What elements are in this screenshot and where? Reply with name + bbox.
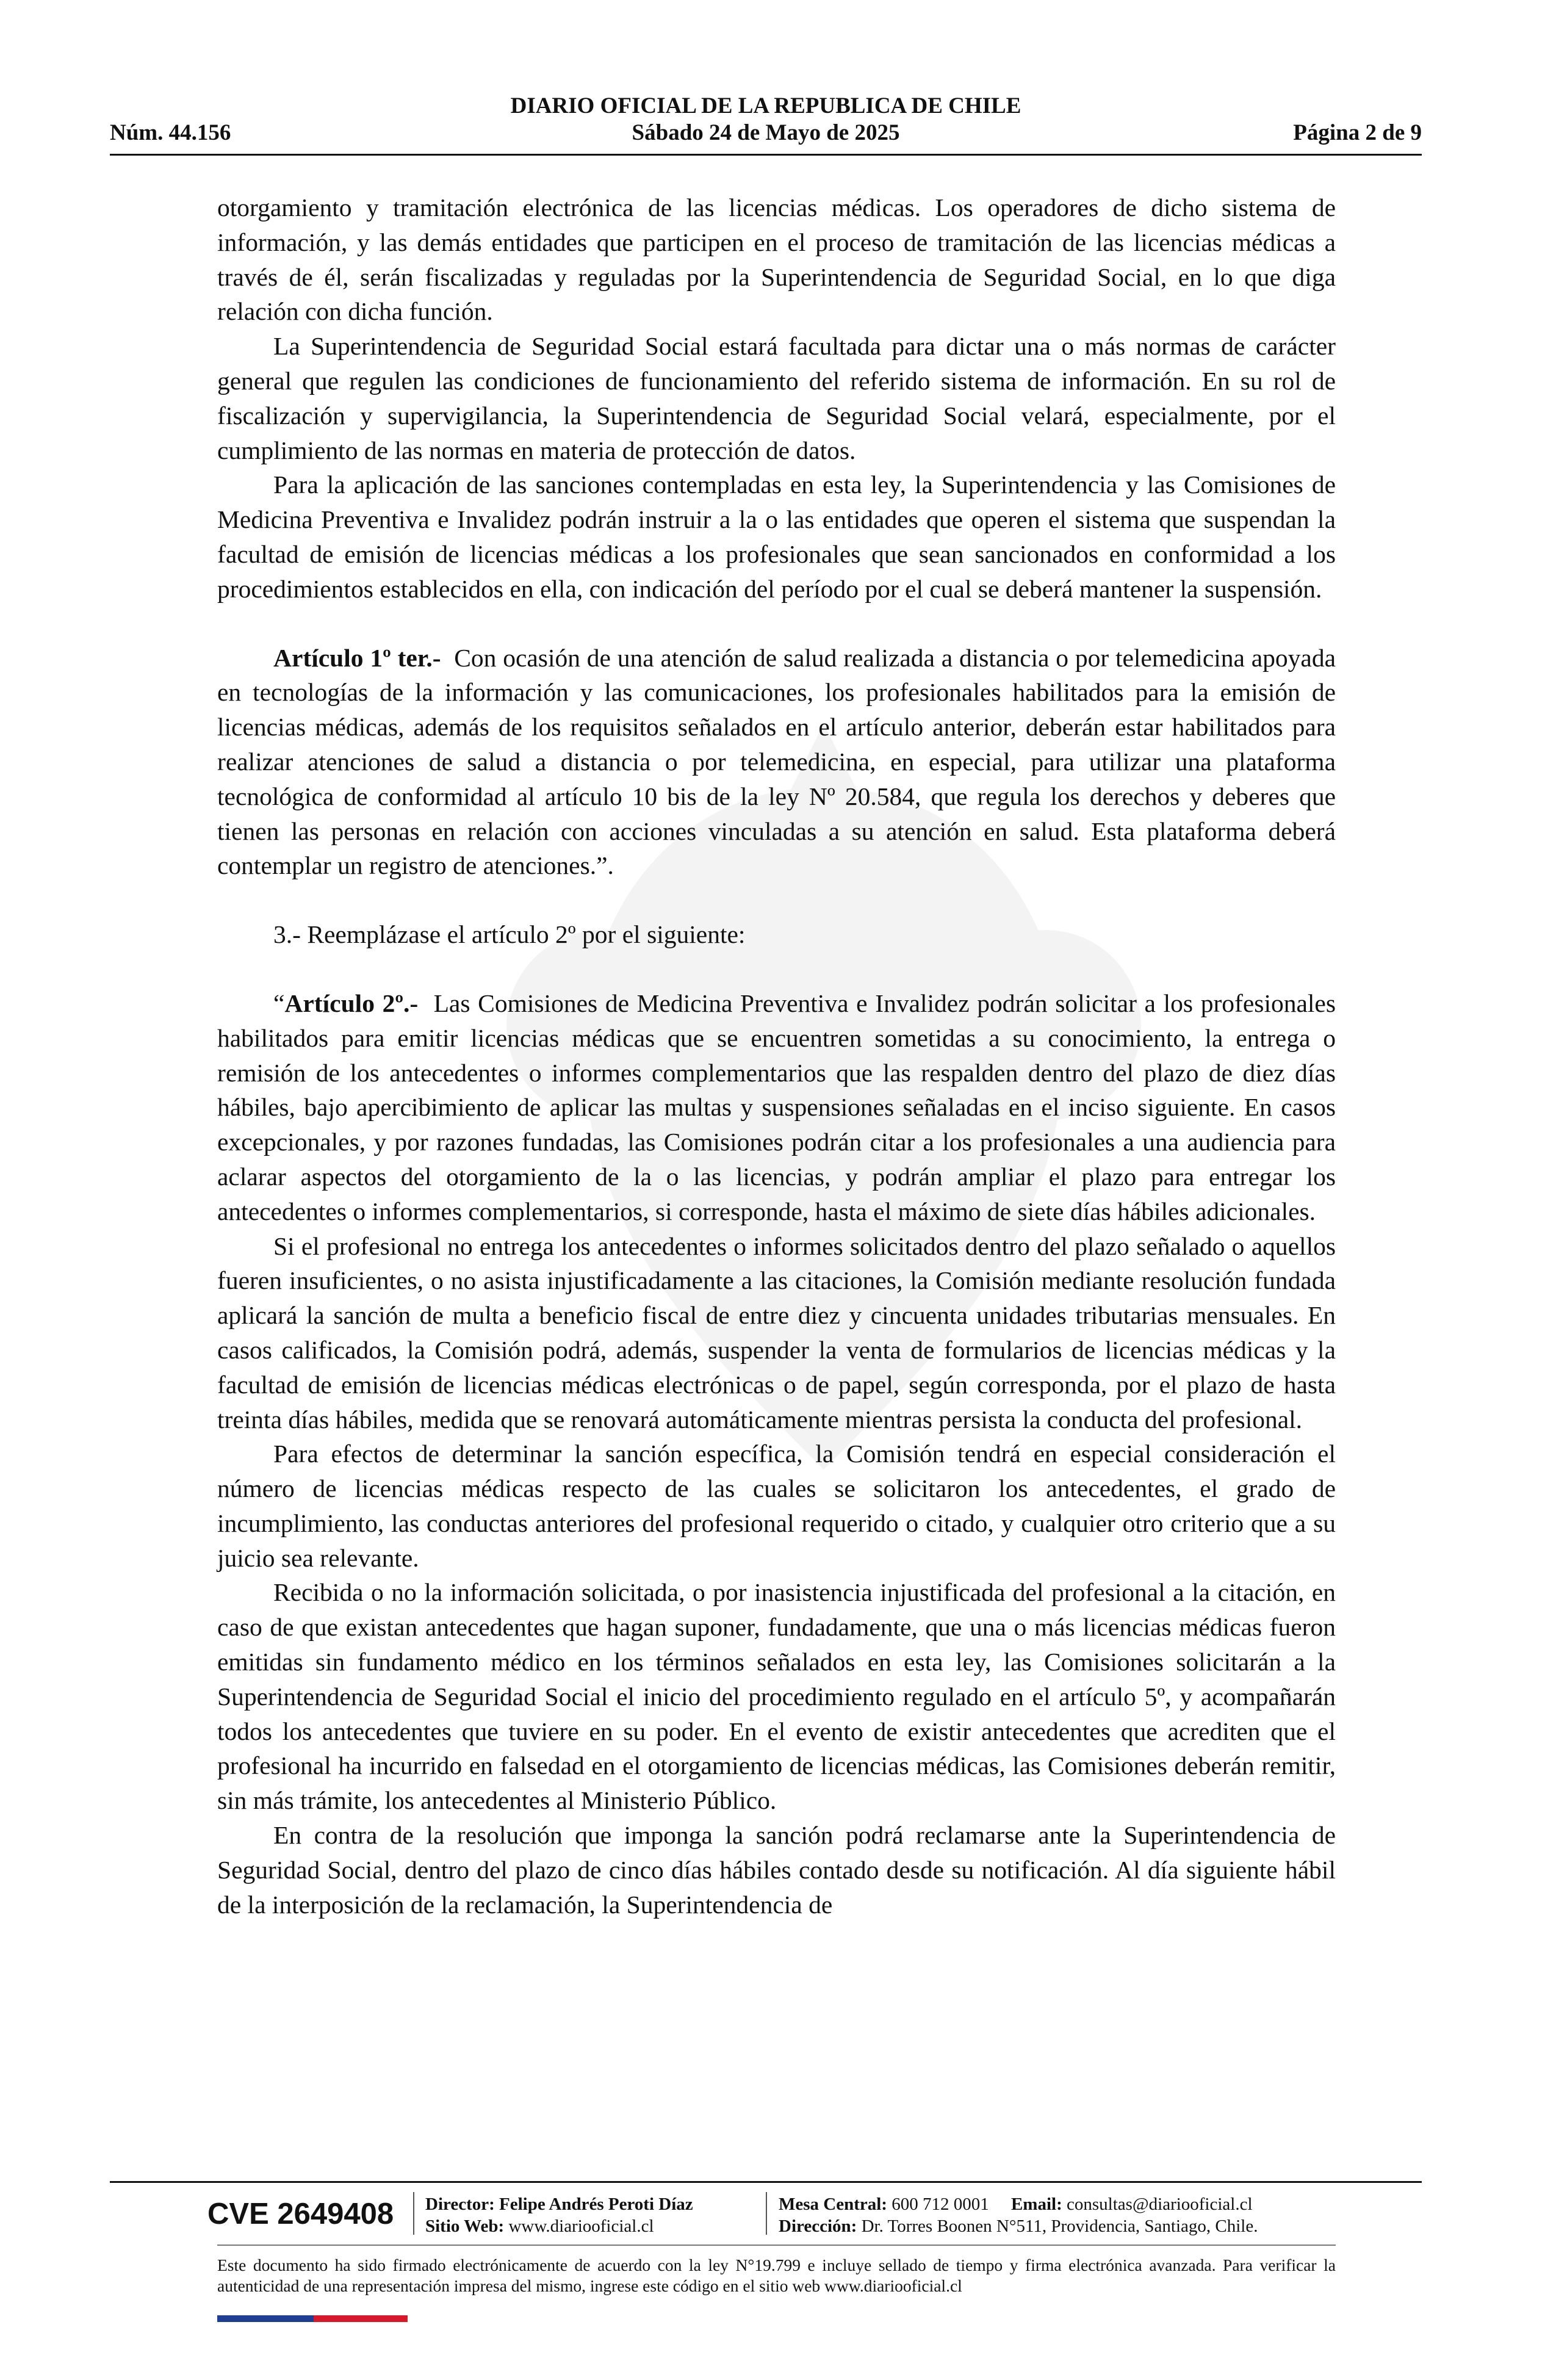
paragraph: Para efectos de determinar la sanción específica, la Comisión tendrá en especial consideración el número de licencias médicas respecto de las cuales se solicitaron los antecedentes, el grado de incumplimiento, las conductas anteriores del profesional requerido o citado, y cualquier otro criterio que a su juicio sea relevante.: [217, 1440, 1336, 1572]
signature-note: Este documento ha sido firmado electrónicamente de acuerdo con la ley N°19.799 e incluye sellado de tiempo y firma electrónica avanzada. Para verificar la autenticidad de una representación impresa del mismo, ingrese este código en el sitio web www.diariooficial.cl: [217, 2256, 1336, 2295]
director-name: Felipe Andrés Peroti Díaz: [499, 2194, 693, 2214]
header-title: DIARIO OFICIAL DE LA REPUBLICA DE CHILE: [510, 93, 1021, 118]
article-1-ter: [217, 641, 1336, 884]
cve-code: CVE 2649408: [207, 2198, 394, 2230]
open-quote: “: [273, 989, 285, 1017]
email-link[interactable]: consultas@diariooficial.cl: [1067, 2194, 1253, 2214]
footer-divider-thin: [217, 2245, 1336, 2246]
issue-number: Núm. 44.156: [110, 120, 231, 145]
mesa-label: Mesa Central:: [779, 2194, 887, 2214]
document-body: [217, 190, 1336, 1922]
paragraph: Si el profesional no entrega los antecedentes o informes solicitados dentro del plazo señalado o aquellos fueren insuficientes, o no asista injustificadamente a las citaciones, la Comisión mediante resolución fundada aplicará la sanción de multa a beneficio fiscal de entre diez y cincuenta unidades tributarias mensuales. En casos calificados, la Comisión podrá, además, suspender la venta de formularios de licencias médicas y la facultad de emisión de licencias médicas electrónicas o de papel, según corresponda, por el plazo de hasta treinta días hábiles, medida que se renovará automáticamente mientras persista la conducta del profesional.: [217, 1231, 1336, 1433]
footer-separator: [766, 2192, 767, 2235]
email-label: Email:: [1010, 2194, 1062, 2214]
paragraph: Recibida o no la información solicitada, o por inasistencia injustificada del profesional a la citación, en caso de que existan antecedentes que hagan suponer, fundadamente, que una o más licencias médicas fueron emitidas sin fundamento médico en los términos señalados en esta ley, las Comisiones solicitarán a la Superintendencia de Seguridad Social el inicio del procedimiento regulado en el artículo 5º, y acompañarán todos los antecedentes que tuviere en su poder. En el evento de existir antecedentes que acrediten que el profesional ha incurrido en falsedad en el otorgamiento de licencias médicas, las Comisiones deberán remitir, sin más trámite, los antecedentes al Ministerio Público.: [217, 1578, 1336, 1815]
site-link[interactable]: www.diariooficial.cl: [508, 2216, 654, 2236]
amendment-item: 3.- Reemplázase el artículo 2º por el siguiente:: [273, 920, 746, 949]
paragraph: otorgamiento y tramitación electrónica de las licencias médicas. Los operadores de dicho sistema de información, y las demás entidades que participen en el proceso de tramitación de las licencias médicas a través de él, serán fiscalizadas y reguladas por la Superintendencia de Seguridad Social, en lo que diga relación con dicha función.: [217, 193, 1336, 326]
paragraph-text: Con ocasión de una atención de salud realizada a distancia o por telemedicina apoyada en tecnologías de la información y las comunicaciones, los profesionales habilitados para la emisión de licencias médicas, además de los requisitos señalados en el artículo anterior, deberán estar habilitados para realizar atenciones de salud a distancia o por telemedicina, en especial, para utilizar una plataforma tecnológica de conformidad al artículo 10 bis de la ley Nº 20.584, que regula los derechos y deberes que tienen las personas en relación con acciones vinculadas a su atención en salud. Esta plataforma deberá contemplar un registro de atenciones.”.: [217, 643, 1336, 880]
flag-stripe-blue: [217, 2315, 314, 2322]
footer-director-block: [425, 2193, 693, 2237]
director-label: Director:: [425, 2194, 495, 2214]
mesa-value: 600 712 0001: [891, 2194, 989, 2214]
flag-stripe-red: [314, 2315, 408, 2322]
issue-date: Sábado 24 de Mayo de 2025: [632, 120, 900, 145]
footer-separator: [413, 2192, 414, 2235]
address-label: Dirección:: [779, 2216, 857, 2236]
paragraph: Para la aplicación de las sanciones contempladas en esta ley, la Superintendencia y las Comisiones de Medicina Preventiva e Invalidez podrán instruir a la o las entidades que operen el sistema que suspendan la facultad de emisión de licencias médicas a los profesionales que sean sancionados en conformidad a los procedimientos establecidos en ella, con indicación del período por el cual se deberá mantener la suspensión.: [217, 471, 1336, 603]
paragraph: En contra de la resolución que imponga la sanción podrá reclamarse ante la Superintendencia de Seguridad Social, dentro del plazo de cinco días hábiles contado desde su notificación. Al día siguiente hábil de la interposición de la reclamación, la Superintendencia de: [217, 1821, 1336, 1919]
paragraph: La Superintendencia de Seguridad Social estará facultada para dictar una o más normas de carácter general que regulen las condiciones de funcionamiento del referido sistema de información. En su rol de fiscalización y supervigilancia, la Superintendencia de Seguridad Social velará, especialmente, por el cumplimiento de las normas en materia de protección de datos.: [217, 332, 1336, 464]
paragraph-text: Las Comisiones de Medicina Preventiva e Invalidez podrán solicitar a los profesionales habilitados para emitir licencias médicas que se encuentren sometidas a su conocimiento, la entrega o remisión de los antecedentes o informes complementarios que las respalden dentro del plazo de diez días hábiles, bajo apercibimiento de aplicar las multas y suspensiones señaladas en el inciso siguiente. En casos excepcionales, y por razones fundadas, las Comisiones podrán citar a los profesionales a una audiencia para aclarar aspectos del otorgamiento de la o las licencias, y podrán ampliar el plazo para entregar los antecedentes o informes complementarios, si corresponde, hasta el máximo de siete días hábiles adicionales.: [217, 989, 1336, 1225]
site-label: Sitio Web:: [425, 2216, 505, 2236]
footer-divider: [110, 2181, 1422, 2183]
address-value: Dr. Torres Boonen N°511, Providencia, Santiago, Chile.: [861, 2216, 1258, 2236]
page-indicator: Página 2 de 9: [1293, 120, 1422, 145]
header-divider: [110, 154, 1422, 156]
article-heading: Artículo 1º ter.-: [273, 643, 441, 672]
article-heading: Artículo 2º.-: [284, 989, 419, 1017]
footer-contact-block: [779, 2193, 1258, 2237]
article-2: [217, 986, 1336, 1229]
